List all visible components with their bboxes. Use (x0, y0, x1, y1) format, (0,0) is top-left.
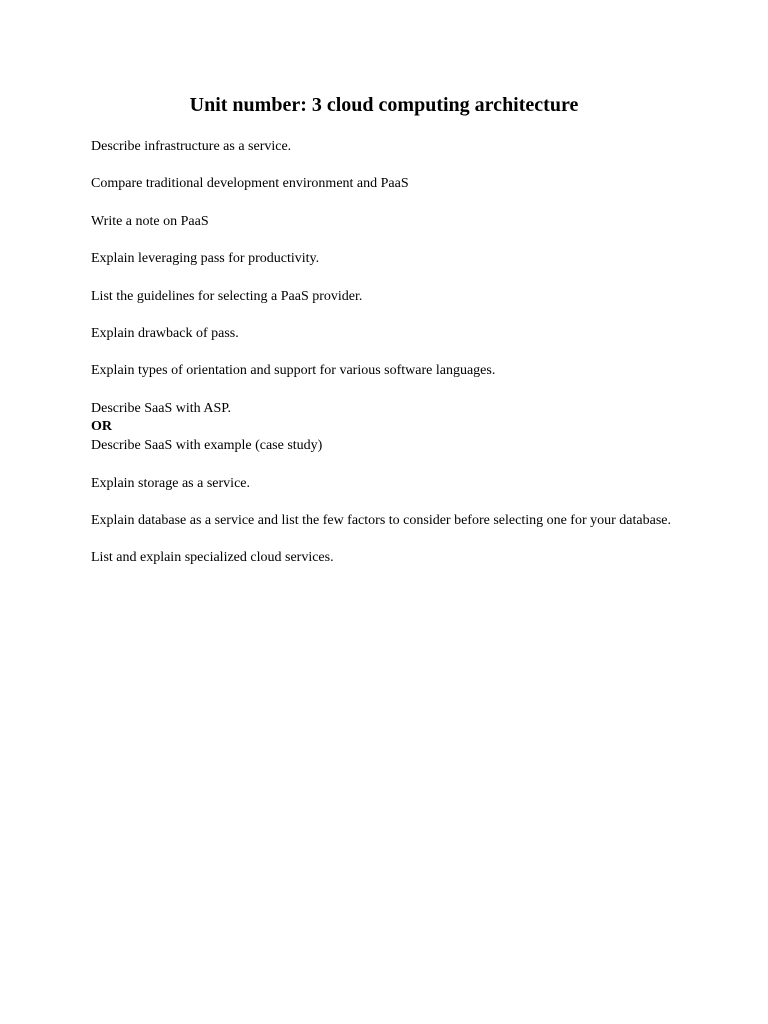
question-item: List the guidelines for selecting a PaaS provider. (91, 288, 363, 304)
question-option-first: Describe SaaS with ASP. (91, 400, 231, 416)
question-item: Compare traditional development environment and PaaS (91, 176, 409, 192)
question-option-second: Describe SaaS with example (case study) (91, 438, 323, 454)
question-item-with-alternative (91, 400, 711, 456)
page-title: Unit number: 3 cloud computing architecture (189, 94, 579, 116)
question-item: Explain leveraging pass for productivity. (91, 251, 320, 267)
question-item: Write a note on PaaS (91, 213, 209, 229)
question-item: Explain types of orientation and support for various software languages. (91, 363, 496, 379)
question-item: Explain storage as a service. (91, 475, 250, 491)
question-item: Explain drawback of pass. (91, 325, 239, 341)
question-item: Explain database as a service and list the few factors to consider before selecting one for your database. (91, 512, 671, 528)
question-item: Describe infrastructure as a service. (91, 139, 292, 154)
question-list (91, 138, 711, 587)
question-item: List and explain specialized cloud services. (91, 550, 334, 566)
or-separator: OR (91, 419, 112, 435)
